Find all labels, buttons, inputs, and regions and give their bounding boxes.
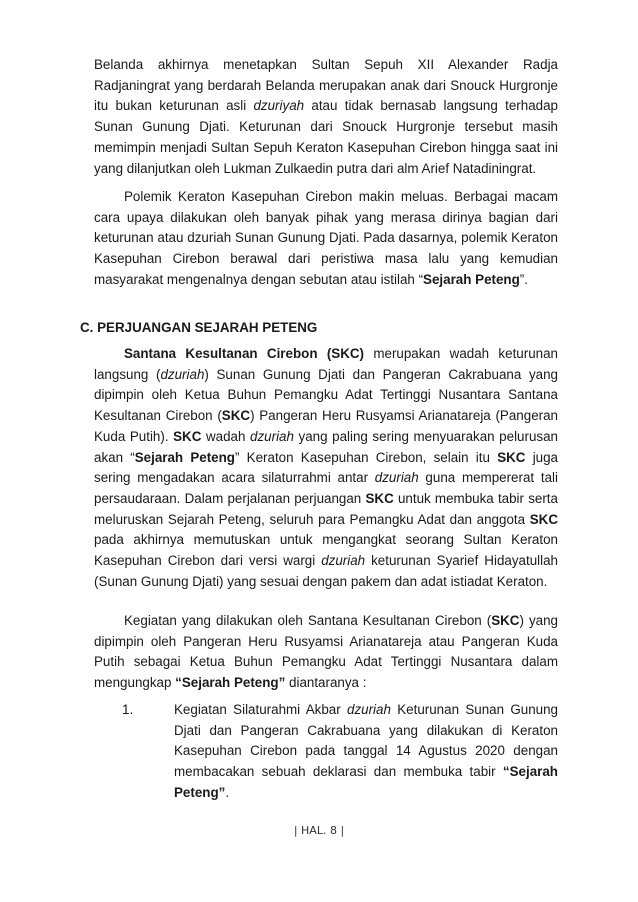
list-item <box>94 700 558 804</box>
numbered-list <box>94 700 558 804</box>
p3-s3: dzuriah <box>160 366 205 382</box>
li1-s3: Keturunan Sunan Gunung Djati dan Pangeran Cakrabuana yang dilakukan di Keraton Kasepuhan Cirebon pada tanggal 14 Agustus 2020 dengan membacakan sebuah deklarasi dan membuka tabir <box>174 702 558 780</box>
p3-s8: wadah <box>201 428 251 444</box>
page-number-footer: | HAL. 8 | <box>293 824 345 837</box>
paragraph-1-italic: dzuriyah <box>253 98 305 114</box>
li1-s4: “Sejarah Peteng” <box>174 764 558 800</box>
p3-s13: SKC <box>497 449 526 465</box>
p3-s11: Sejarah Peteng <box>134 449 235 465</box>
p3-s17: SKC <box>365 490 394 506</box>
p3-s19: SKC <box>529 511 558 527</box>
p3-s9: dzuriah <box>250 428 294 444</box>
list-item-text <box>152 700 558 804</box>
p4-s3: ) yang dipimpin oleh Pangeran Heru Rusyamsi Arianatareja atau Pangeran Kuda Putih sebagai Ketua Buhun Pemangku Adat Tertinggi Nusantara dalam mengungkap <box>94 613 558 691</box>
p4-s4: “Sejarah Peteng” <box>175 675 286 691</box>
p3-s20: pada akhirnya memutuskan untuk mengangkat seorang Sultan Keraton Kasepuhan Cirebon dari versi wargi <box>94 532 558 569</box>
p4-s5: diantaranya : <box>285 675 367 691</box>
p3-s12: ” Keraton Kasepuhan Cirebon, selain itu <box>234 449 498 465</box>
paragraph-1 <box>94 55 558 179</box>
p3-s22: keturunan Syarief Hidayatullah (Sunan Gunung Djati) yang sesuai dengan pakem dan adat istiadat Keraton. <box>94 553 558 589</box>
paragraph-3 <box>94 344 558 592</box>
p3-s10: yang paling sering menyuarakan pelurusan akan “ <box>94 428 558 465</box>
section-heading: C. PERJUANGAN SEJARAH PETENG <box>80 320 318 335</box>
p4-s1: Kegiatan yang dilakukan oleh Santana Kesultanan Cirebon ( <box>124 613 492 628</box>
paragraph-1-text-c: atau tidak bernasab langsung terhadap Sunan Gunung Djati. Keturunan dari Snouck Hurgronje tersebut masih memimpin menjadi Sultan Sepuh Keraton Kasepuhan Cirebon hingga saat ini yang dilanjutkan oleh Lukman Zulkaedin putra dari alm Arief Natadiningrat. <box>94 98 558 176</box>
paragraph-1-text-a: Belanda akhirnya menetapkan Sultan Sepuh XII Alexander Radja Radjaningrat yang berdarah Belanda merupakan anak dari Snouck Hurgronje itu bukan keturunan asli <box>94 57 558 114</box>
list-item-number: 1. <box>122 702 134 717</box>
li1-s5: . <box>225 784 230 800</box>
paragraph-2-text-a: Polemik Keraton Kasepuhan Cirebon makin meluas. Berbagai macam cara upaya dilakukan oleh banyak pihak yang merasa dirinya bagian dari keturunan atau dzuriah Sunan Gunung Djati. Pada dasarnya, polemik Keraton Kasepuhan Cirebon berawal dari peristiwa masa lalu yang kemudian masyarakat mengenalnya dengan sebutan atau istilah “ <box>94 189 558 287</box>
paragraph-4 <box>94 611 558 694</box>
p3-s16: guna mempererat tali persaudaraan. Dalam perjalanan perjuangan <box>94 470 558 506</box>
p3-s6: ) Pangeran Heru Rusyamsi Arianatareja (Pangeran Kuda Putih). <box>94 408 558 444</box>
p3-s5: SKC <box>221 408 251 424</box>
li1-s1: Kegiatan Silaturahmi Akbar <box>174 702 347 717</box>
p3-s7: SKC <box>173 428 202 444</box>
p4-s2: SKC <box>491 613 520 628</box>
p3-s18: untuk membuka tabir serta meluruskan Sejarah Peteng, seluruh para Pemangku Adat dan anggota <box>94 490 558 527</box>
paragraph-2-text-c: ”. <box>519 271 528 287</box>
p3-s21: dzuriah <box>321 553 366 569</box>
p3-s4: ) Sunan Gunung Djati dan Pangeran Cakrabuana yang dipimpin oleh Ketua Buhun Pemangku Adat Tertinggi Nusantara Santana Kesultanan Cirebon ( <box>94 366 558 424</box>
p3-s1: Santana Kesultanan Cirebon (SKC) <box>124 346 365 361</box>
li1-s2: dzuriah <box>347 702 391 717</box>
p3-s15: dzuriah <box>374 470 419 486</box>
p3-s2: merupakan wadah keturunan langsung ( <box>94 346 558 382</box>
p3-s14: juga sering mengadakan acara silaturrahmi antar <box>94 449 559 486</box>
paragraph-2 <box>94 187 558 291</box>
paragraph-2-bold: Sejarah Peteng <box>423 271 520 287</box>
